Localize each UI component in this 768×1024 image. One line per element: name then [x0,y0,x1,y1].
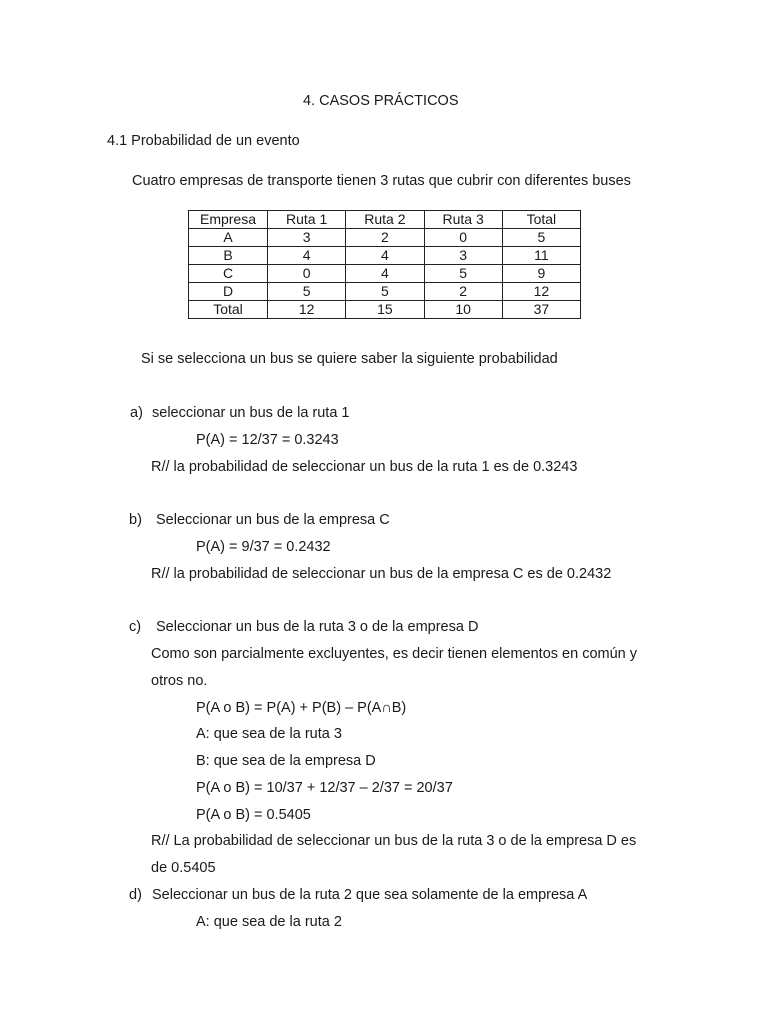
table-cell: 4 [346,265,424,283]
table-cell: 5 [346,283,424,301]
item-c-explanation: Como son parcialmente excluyentes, es decir tienen elementos en común y [151,646,638,662]
table-cell: 3 [424,247,502,265]
table-cell: 37 [502,301,580,319]
table-header-cell: Ruta 3 [424,211,502,229]
table-total-row [189,301,581,319]
item-d-text: Seleccionar un bus de la ruta 2 que sea solamente de la empresa A [152,887,588,903]
item-a-marker: a) [130,405,143,421]
table-cell: C [189,265,268,283]
table-cell: 5 [268,283,346,301]
table-cell: 0 [424,229,502,247]
item-c-result: P(A o B) = 0.5405 [196,807,311,823]
table-cell: 15 [346,301,424,319]
item-a-formula: P(A) = 12/37 = 0.3243 [196,432,339,448]
table-cell: 2 [346,229,424,247]
table-header-cell: Empresa [189,211,268,229]
table-header-row [189,211,581,229]
item-a-text: seleccionar un bus de la ruta 1 [152,405,350,421]
item-b-marker: b) [129,512,142,528]
item-d-def-a: A: que sea de la ruta 2 [196,914,342,930]
item-c-answer: R// La probabilidad de seleccionar un bus de la ruta 3 o de la empresa D es [151,833,637,849]
table-cell: 3 [268,229,346,247]
item-c-answer-cont: de 0.5405 [151,860,216,876]
table-cell: 5 [424,265,502,283]
item-a-answer: R// la probabilidad de seleccionar un bus de la ruta 1 es de 0.3243 [151,459,578,475]
table-header-cell: Total [502,211,580,229]
item-c-marker: c) [129,619,142,635]
item-c-text: Seleccionar un bus de la ruta 3 o de la empresa D [156,619,479,635]
table-cell: B [189,247,268,265]
page-title: 4. CASOS PRÁCTICOS [303,93,459,109]
item-b-answer: R// la probabilidad de seleccionar un bus de la empresa C es de 0.2432 [151,566,612,582]
table-cell: 9 [502,265,580,283]
intro-text: Cuatro empresas de transporte tienen 3 rutas que cubrir con diferentes buses [132,173,631,189]
table-row [189,229,581,247]
item-c-formula: P(A o B) = P(A) + P(B) – P(A∩B) [196,700,407,716]
item-d-marker: d) [129,887,142,903]
table-row [189,265,581,283]
item-b-text: Seleccionar un bus de la empresa C [156,512,390,528]
table-cell: 0 [268,265,346,283]
table-cell: 4 [268,247,346,265]
table-cell: Total [189,301,268,319]
table-cell: 2 [424,283,502,301]
table-cell: 5 [502,229,580,247]
table-cell: 12 [502,283,580,301]
item-c-def-b: B: que sea de la empresa D [196,753,376,769]
item-c-explanation-cont: otros no. [151,673,208,689]
table-cell: 4 [346,247,424,265]
table-header-cell: Ruta 2 [346,211,424,229]
item-c-calculation: P(A o B) = 10/37 + 12/37 – 2/37 = 20/37 [196,780,453,796]
table-row [189,247,581,265]
table-cell: 10 [424,301,502,319]
table-cell: 12 [268,301,346,319]
question-text: Si se selecciona un bus se quiere saber la siguiente probabilidad [141,351,558,367]
table-cell: A [189,229,268,247]
table-cell: D [189,283,268,301]
table-header-cell: Ruta 1 [268,211,346,229]
table-cell: 11 [502,247,580,265]
section-heading: 4.1 Probabilidad de un evento [107,133,300,149]
table-row [189,283,581,301]
item-b-formula: P(A) = 9/37 = 0.2432 [196,539,331,555]
data-table [188,210,581,319]
item-c-def-a: A: que sea de la ruta 3 [196,726,342,742]
